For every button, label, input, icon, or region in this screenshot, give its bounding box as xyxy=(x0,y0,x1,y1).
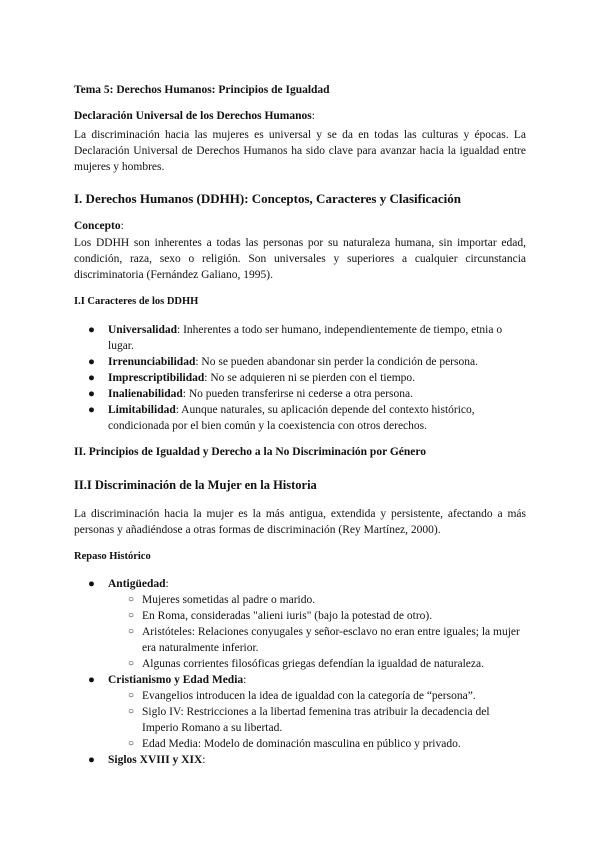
bullet-icon: ● xyxy=(88,674,95,686)
list-item-text: : xyxy=(165,578,169,590)
list-item-term: Antigüedad xyxy=(108,578,166,590)
list-item-text: : No se adquieren ni se pierden con el tiempo. xyxy=(204,372,416,384)
sub-list-item-text: Algunas corrientes filosóficas griegas defendían la igualdad de naturaleza. xyxy=(142,658,484,670)
sub-list-item xyxy=(108,624,526,656)
hollow-bullet-icon: ○ xyxy=(128,738,135,749)
repaso-list xyxy=(74,576,526,768)
list-item-text: : Inherentes a todo ser humano, independientemente de tiempo, etnia o lugar. xyxy=(108,324,503,352)
declaration-heading-colon: : xyxy=(311,110,315,122)
bullet-icon: ● xyxy=(88,754,95,766)
bullet-icon: ● xyxy=(88,372,95,384)
bullet-icon: ● xyxy=(88,356,95,368)
section2-heading: II. Principios de Igualdad y Derecho a la No Discriminación por Género xyxy=(74,446,427,458)
discrimination-paragraph: La discriminación hacia la mujer es la más antigua, extendida y persistente, afectando a más personas y añadiéndose a otras formas de discriminación (Rey Martínez, 2000). xyxy=(74,508,526,536)
concept-label xyxy=(74,220,526,232)
hollow-bullet-icon: ○ xyxy=(128,658,135,669)
sub-list-item-text: En Roma, consideradas "alieni iuris" (bajo la potestad de otro). xyxy=(142,610,433,622)
sub-list-item xyxy=(108,608,526,624)
sub-list xyxy=(108,688,526,752)
list-item-text: : xyxy=(243,674,247,686)
list-item xyxy=(74,576,526,672)
sub-list-item-text: Evangelios introducen la idea de igualdad con la categoría de “persona”. xyxy=(142,690,476,702)
document-title: Tema 5: Derechos Humanos: Principios de Igualdad xyxy=(74,84,330,96)
concept-paragraph: Los DDHH son inherentes a todas las personas por su naturaleza humana, sin importar edad, condición, raza, sexo o religión. Son universales y superiores a cualquier circunstancia discriminatoria (Fernández Galiano, 1995). xyxy=(74,237,526,281)
sub-list-item xyxy=(108,704,526,736)
list-item xyxy=(74,370,526,386)
sub-list-item-text: Siglo IV: Restricciones a la libertad femenina tras atribuir la decadencia del Imperio Romano a su libertad. xyxy=(142,706,490,734)
concept-label-colon: : xyxy=(120,220,124,232)
list-item-term: Limitabilidad xyxy=(108,404,176,416)
hollow-bullet-icon: ○ xyxy=(128,706,135,717)
list-item-term: Universalidad xyxy=(108,324,178,336)
section1-heading: I. Derechos Humanos (DDHH): Conceptos, Caracteres y Clasificación xyxy=(74,191,461,206)
list-item xyxy=(74,322,526,354)
list-item-text: : Aunque naturales, su aplicación depende del contexto histórico, condicionada por el bien común y la coexistencia con otros derechos. xyxy=(108,404,475,432)
hollow-bullet-icon: ○ xyxy=(128,594,135,605)
hollow-bullet-icon: ○ xyxy=(128,610,135,621)
declaration-paragraph: La discriminación hacia las mujeres es universal y se da en todas las culturas y épocas. La Declaración Universal de Derechos Humanos ha sido clave para avanzar hacia la igualdad entre mujeres y hombres. xyxy=(74,129,526,173)
sub-list-item xyxy=(108,656,526,672)
repaso-heading: Repaso Histórico xyxy=(74,551,151,562)
list-item-text: : No se pueden abandonar sin perder la condición de persona. xyxy=(195,356,478,368)
sub-list-item xyxy=(108,688,526,704)
list-item-term: Irrenunciabilidad xyxy=(108,356,196,368)
list-item-term: Cristianismo y Edad Media xyxy=(108,674,244,686)
list-item xyxy=(74,402,526,434)
bullet-icon: ● xyxy=(88,388,95,400)
sub-list-item xyxy=(108,736,526,752)
list-item-term: Siglos XVIII y XIX xyxy=(108,754,203,766)
bullet-icon: ● xyxy=(88,404,95,416)
hollow-bullet-icon: ○ xyxy=(128,626,135,637)
sub-list-item-text: Aristóteles: Relaciones conyugales y señor-esclavo no eran entre iguales; la mujer era naturalmente inferior. xyxy=(142,626,520,654)
concept-label-text: Concepto xyxy=(74,220,121,232)
list-item-term: Imprescriptibilidad xyxy=(108,372,205,384)
caracteres-heading: I.I Caracteres de los DDHH xyxy=(74,296,199,307)
list-item xyxy=(74,354,526,370)
declaration-heading xyxy=(74,110,526,122)
list-item xyxy=(74,672,526,752)
bullet-icon: ● xyxy=(88,324,95,336)
list-item-text: : xyxy=(202,754,206,766)
list-item-text: : No pueden transferirse ni cederse a otra persona. xyxy=(182,388,414,400)
declaration-heading-text: Declaración Universal de los Derechos Humanos xyxy=(74,110,312,122)
list-item-term: Inalienabilidad xyxy=(108,388,183,400)
caracteres-list xyxy=(74,322,526,434)
hollow-bullet-icon: ○ xyxy=(128,690,135,701)
bullet-icon: ● xyxy=(88,578,95,590)
section2-subheading: II.I Discriminación de la Mujer en la Historia xyxy=(74,478,317,492)
sub-list-item-text: Edad Media: Modelo de dominación masculina en público y privado. xyxy=(142,738,461,750)
list-item xyxy=(74,752,526,768)
sub-list-item-text: Mujeres sometidas al padre o marido. xyxy=(142,594,316,606)
list-item xyxy=(74,386,526,402)
sub-list xyxy=(108,592,526,672)
sub-list-item xyxy=(108,592,526,608)
